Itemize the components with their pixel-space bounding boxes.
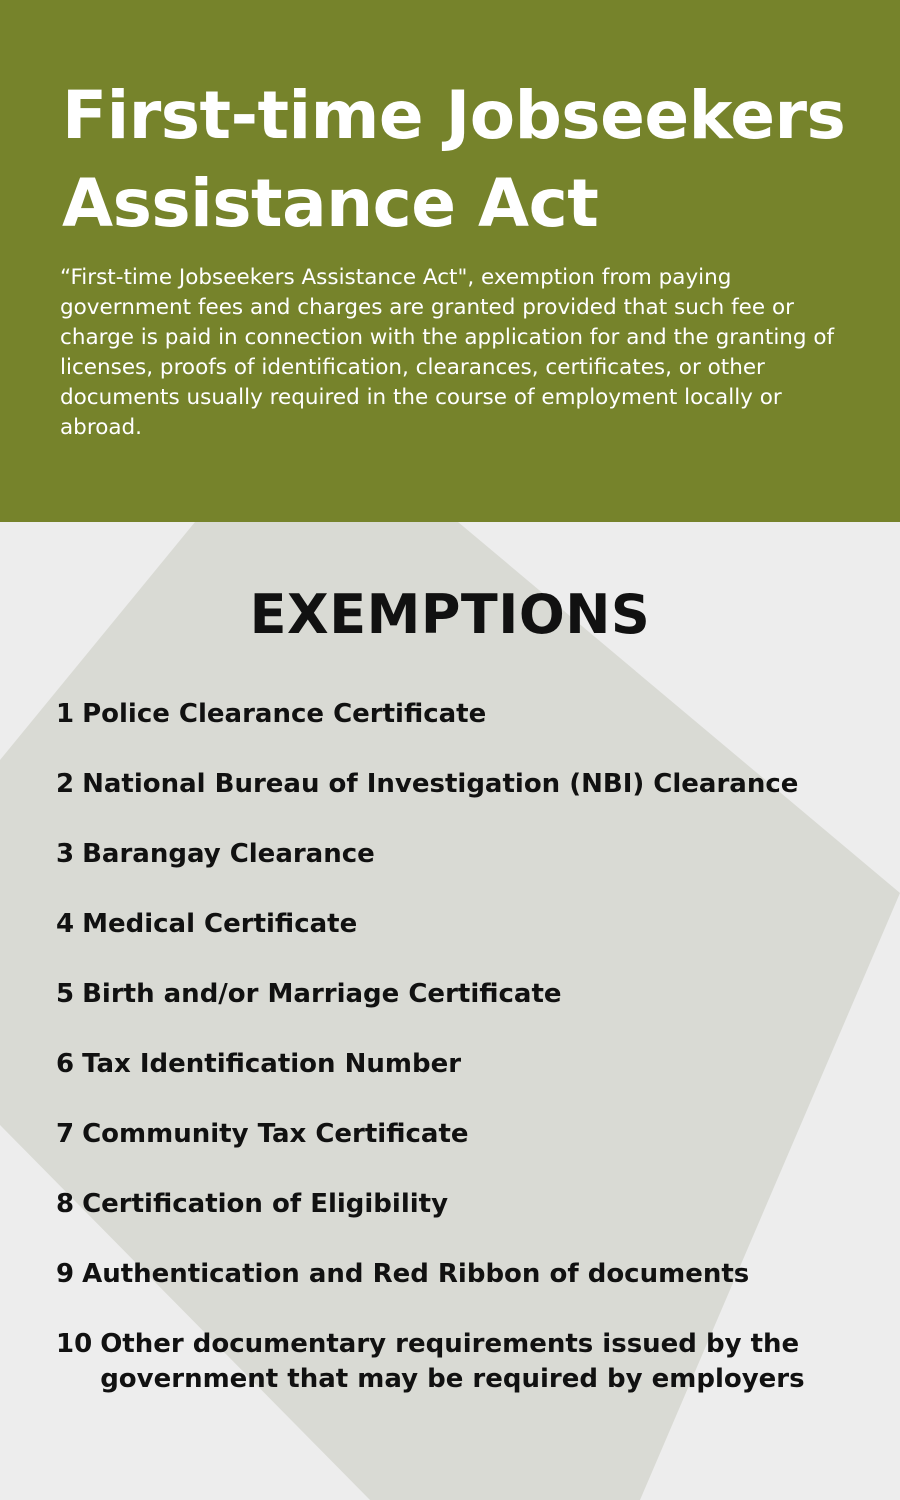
list-item: [56, 907, 876, 977]
list-item: [56, 1327, 876, 1397]
section-heading: EXEMPTIONS: [249, 583, 651, 646]
item-number: 4: [56, 909, 75, 939]
list-item: [56, 837, 876, 907]
item-label: Certification of Eligibility: [82, 1189, 449, 1219]
item-label: Police Clearance Certificate: [82, 699, 487, 729]
item-number: 3: [56, 839, 75, 869]
item-label: Other documentary requirements issued by the government that may be required by employers: [100, 1329, 805, 1394]
item-number: 1: [56, 699, 75, 729]
item-label: Authentication and Red Ribbon of documents: [82, 1259, 750, 1289]
item-label: Community Tax Certificate: [82, 1119, 469, 1149]
list-item: [56, 1117, 876, 1187]
exemptions-section: [0, 522, 900, 1500]
list-item: [56, 1257, 876, 1327]
item-number: 7: [56, 1119, 75, 1149]
list-item: [56, 697, 876, 767]
item-label: National Bureau of Investigation (NBI) Clearance: [82, 769, 799, 799]
item-label: Barangay Clearance: [82, 839, 375, 869]
item-label: Birth and/or Marriage Certificate: [82, 979, 562, 1009]
item-number: 5: [56, 979, 75, 1009]
item-number: 2: [56, 769, 75, 799]
item-number: 8: [56, 1189, 75, 1219]
list-item: [56, 1187, 876, 1257]
header-banner: [0, 0, 900, 522]
list-item: [56, 767, 876, 837]
exemptions-list: [56, 697, 876, 1397]
item-number: 10: [56, 1329, 93, 1359]
intro-paragraph: “First-time Jobseekers Assistance Act", exemption from paying government fees and charges are granted provided that such fee or charge is paid in connection with the application for and the granting of licenses, proofs of identification, clearances, certificates, or other documents usually required in the course of employment locally or abroad.: [60, 265, 835, 440]
item-number: 9: [56, 1259, 75, 1289]
list-item: [56, 977, 876, 1047]
item-number: 6: [56, 1049, 75, 1079]
item-label: Medical Certificate: [82, 909, 358, 939]
list-item: [56, 1047, 876, 1117]
item-label: Tax Identification Number: [82, 1049, 462, 1079]
page-title: First-time Jobseekers Assistance Act: [62, 77, 846, 242]
